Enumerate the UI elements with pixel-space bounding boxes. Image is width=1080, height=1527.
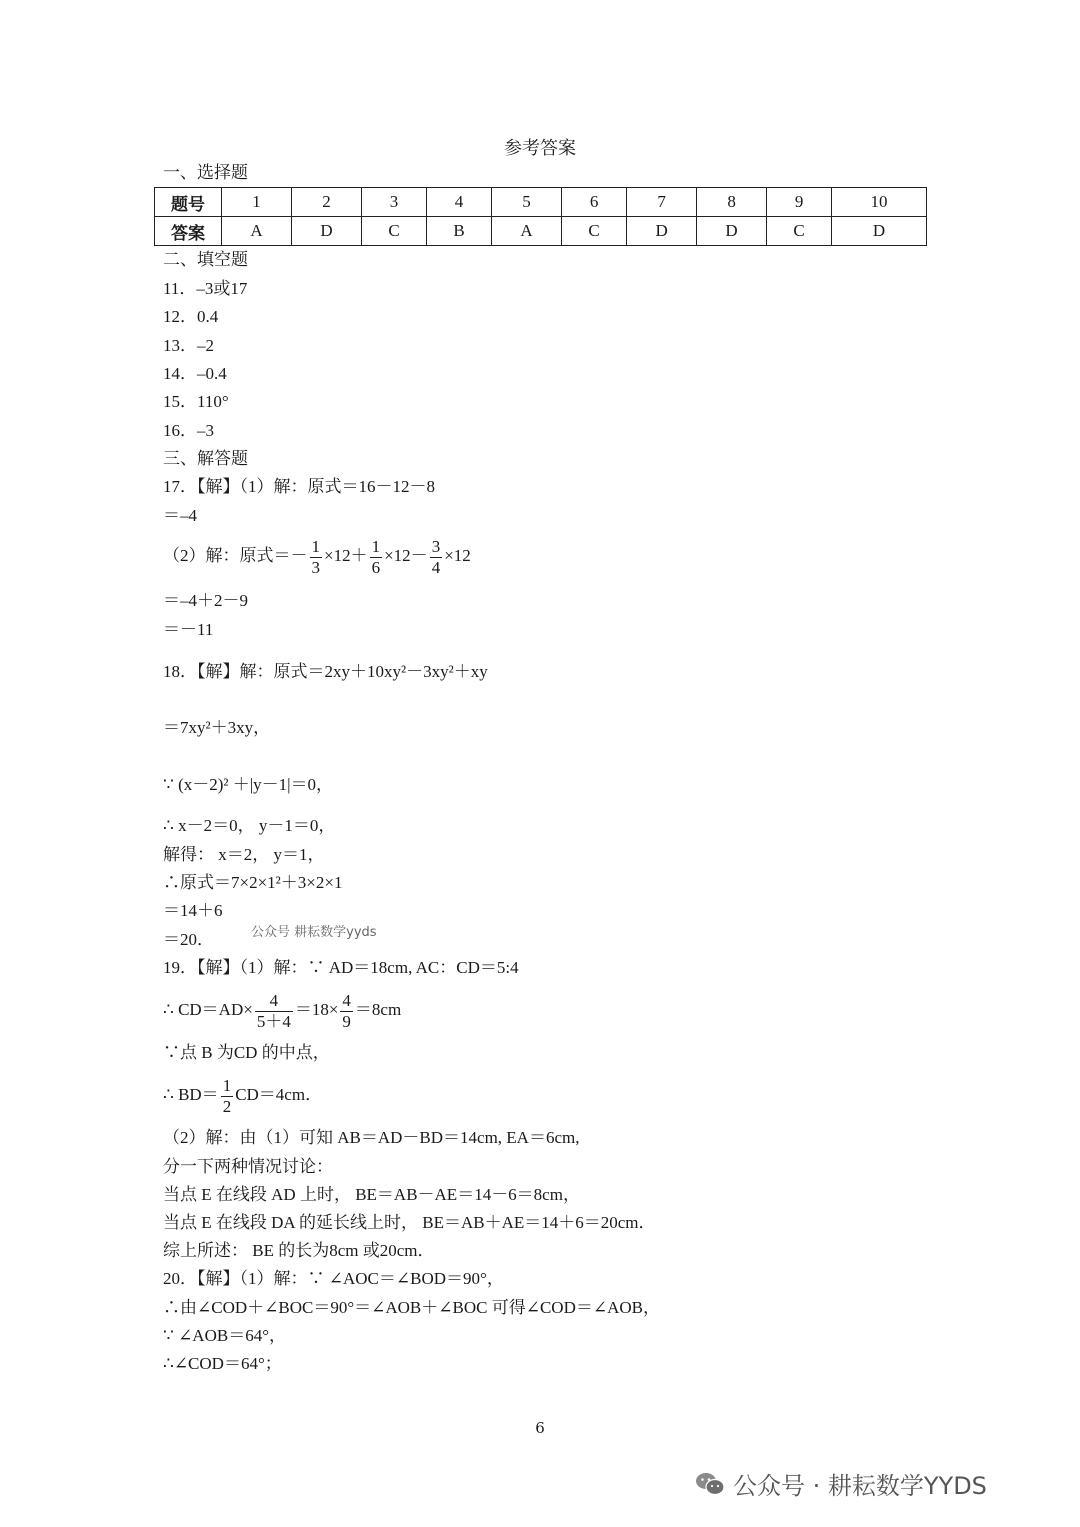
table-cell: 4 [427, 188, 492, 217]
fill-answer: 13．–2 [163, 336, 214, 355]
numerator: 4 [342, 990, 351, 1010]
section-choice-heading: 一、选择题 [163, 163, 248, 183]
denominator: 2 [222, 1096, 232, 1116]
table-cell: A [492, 217, 562, 246]
text: CD＝4cm． [235, 1085, 323, 1104]
text: ＝18× [294, 1000, 339, 1019]
text: ×12 [444, 546, 471, 565]
table-cell: 5 [492, 188, 562, 217]
fill-answer: 14．–0.4 [163, 364, 227, 383]
q19-line: 当点 E 在线段 AD 上时， BE＝AB－AE＝14－6＝8cm， [163, 1185, 580, 1204]
table-cell: 2 [291, 188, 361, 217]
fraction [370, 537, 383, 578]
page-title: 参考答案 [504, 138, 576, 159]
denominator: 5＋4 [256, 1011, 291, 1031]
watermark-footer-text: 公众号 · 耕耘数学YYDS [733, 1472, 987, 1500]
q17-line: ＝–4 [163, 506, 197, 525]
table-row-numbers [155, 188, 927, 217]
watermark-footer [695, 1466, 987, 1501]
text: ×12－ [384, 546, 428, 565]
fraction [221, 1076, 234, 1117]
text: （2）解：原式＝－ [163, 546, 308, 565]
table-row-answers [155, 217, 927, 246]
table-cell: 7 [627, 188, 697, 217]
fraction [255, 991, 293, 1032]
numerator: 3 [431, 536, 441, 556]
table-cell: 9 [767, 188, 832, 217]
page-number: 6 [535, 1419, 545, 1437]
fill-answer: 16．–3 [163, 421, 214, 440]
fill-answer: 12．0.4 [163, 307, 219, 326]
q18-line: ＝20． [163, 930, 214, 949]
answer-table [154, 187, 927, 246]
q17-line: 17．【解】（1）解：原式＝16－12－8 [163, 477, 435, 496]
numerator: 4 [255, 991, 293, 1012]
table-cell: B [427, 217, 492, 246]
row-label-number: 题号 [155, 188, 222, 217]
q20-line: ∴∠COD＝64°； [163, 1354, 282, 1373]
table-cell: A [222, 217, 292, 246]
text: ＝8cm [354, 1000, 402, 1019]
table-cell: C [562, 217, 627, 246]
q18-line: 18．【解】解：原式＝2xy＋10xy²－3xy²＋xy [163, 662, 488, 681]
denominator: 6 [371, 557, 381, 577]
q18-line: 解得： x＝2， y＝1， [163, 845, 325, 864]
q19-fraction-line [163, 1073, 322, 1117]
section-fill-heading: 二、填空题 [163, 250, 248, 270]
table-cell: C [767, 217, 832, 246]
q19-line: 分一下两种情况讨论： [163, 1157, 333, 1176]
q19-line: ∵点 B 为CD 的中点， [163, 1043, 330, 1062]
denominator: 9 [342, 1011, 351, 1031]
table-cell: D [291, 217, 361, 246]
fraction [340, 991, 353, 1032]
table-cell: D [697, 217, 767, 246]
table-cell: D [832, 217, 927, 246]
text: ∴ CD＝AD× [163, 1000, 253, 1019]
numerator: 1 [222, 1075, 232, 1095]
fill-answer: 15．110° [163, 392, 229, 411]
fraction [430, 537, 443, 578]
q17-line: ＝–4＋2－9 [163, 591, 248, 610]
q19-line: 综上所述： BE 的长为8cm 或20cm． [163, 1241, 435, 1260]
q19-line: 当点 E 在线段 DA 的延长线上时， BE＝AB＋AE＝14＋6＝20cm． [163, 1213, 656, 1232]
table-cell: 10 [832, 188, 927, 217]
q18-line: ＝14＋6 [163, 901, 223, 920]
table-cell: 6 [562, 188, 627, 217]
table-cell: 8 [697, 188, 767, 217]
watermark-text: 公众号 耕耘数学yyds [251, 925, 377, 940]
table-cell: 3 [361, 188, 426, 217]
q17-fraction-line [163, 534, 471, 578]
denominator: 4 [431, 557, 441, 577]
q19-line: （2）解：由（1）可知 AB＝AD－BD＝14cm, EA＝6cm, [163, 1128, 580, 1147]
section-solve-heading: 三、解答题 [163, 449, 248, 469]
q19-fraction-line [163, 988, 401, 1032]
q18-line: ∴原式＝7×2×1²＋3×2×1 [163, 873, 343, 892]
numerator: 1 [371, 536, 381, 556]
wechat-icon [695, 1471, 725, 1497]
q18-line: ∴ x－2＝0， y－1＝0， [163, 816, 336, 835]
q19-line: 19．【解】（1）解：∵ AD＝18cm, AC：CD＝5:4 [163, 958, 519, 977]
table-cell: C [361, 217, 426, 246]
table-cell: 1 [222, 188, 292, 217]
q18-line: ∵ (x－2)² ＋|y－1|＝0， [163, 775, 334, 794]
row-label-answer: 答案 [155, 217, 222, 246]
text: ×12＋ [324, 546, 368, 565]
table-cell: D [627, 217, 697, 246]
text: ∴ BD＝ [163, 1085, 219, 1104]
fraction [310, 537, 323, 578]
q18-line: ＝7xy²＋3xy， [163, 718, 271, 737]
q20-line: ∴由∠COD＋∠BOC＝90°＝∠AOB＋∠BOC 可得∠COD＝∠AOB， [163, 1298, 660, 1317]
fill-answer: 11．–3或17 [163, 279, 248, 298]
q20-line: ∵ ∠AOB＝64°， [163, 1326, 287, 1345]
q17-line: ＝－11 [163, 620, 214, 639]
numerator: 1 [311, 536, 320, 556]
denominator: 3 [311, 557, 320, 577]
q20-line: 20．【解】（1）解：∵ ∠AOC＝∠BOD＝90°， [163, 1269, 504, 1288]
